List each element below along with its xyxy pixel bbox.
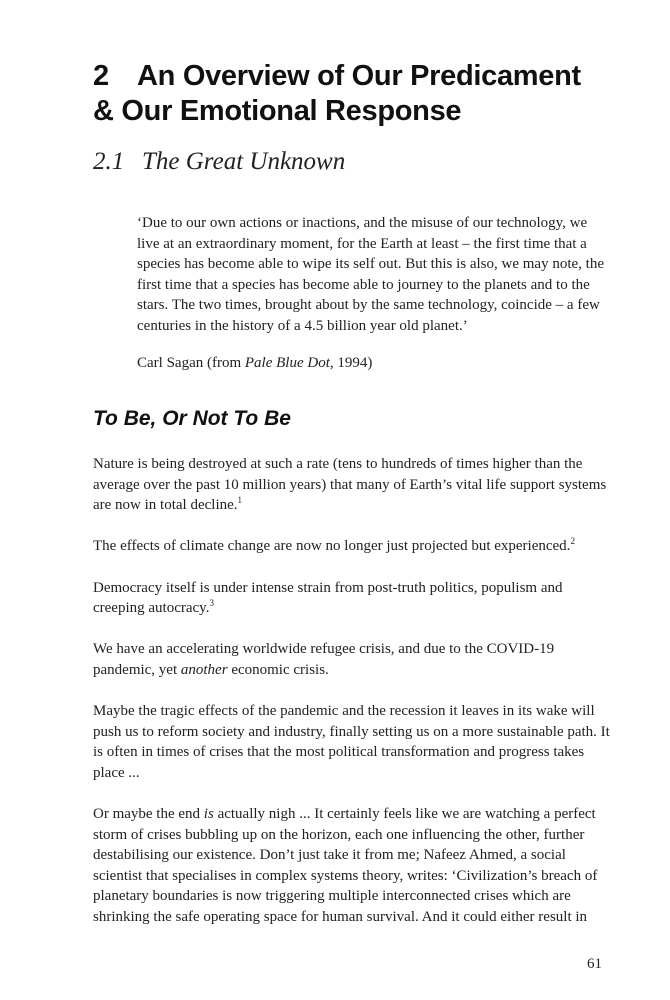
attribution-year: , 1994): [329, 355, 373, 371]
epigraph-attribution: [137, 353, 372, 373]
paragraph-5-text: Maybe the tragic effects of the pandemic and the recession it leaves in its wake will push us to reform society and industry, finally setting us on a more sustainable path. It is often in times of crises that the most political transformation and progress takes place ...: [93, 703, 610, 781]
paragraph-5: [93, 701, 613, 783]
paragraph-2-text: The effects of climate change are now no longer just projected but experienced.: [93, 538, 571, 555]
paragraph-3: [93, 578, 613, 619]
paragraph-4-after: economic crisis.: [227, 661, 329, 678]
section-number: 2.1: [93, 148, 125, 175]
chapter-title-line1: An Overview of Our Predicament: [137, 60, 581, 92]
footnote-marker-3: 3: [209, 598, 214, 609]
paragraph-1: [93, 454, 613, 516]
paragraph-6: [93, 804, 613, 928]
paragraph-3-text: Democracy itself is under intense strain from post-truth politics, populism and creeping autocracy.: [93, 579, 563, 617]
paragraph-1-text: Nature is being destroyed at such a rate (tens to hundreds of times higher than the average over the past 10 million years) that many of Earth’s vital life support systems are now in total decline.: [93, 456, 607, 514]
attribution-author: Carl Sagan (from: [137, 355, 245, 371]
section-title: [93, 147, 345, 177]
paragraph-6-after: actually nigh ... It certainly feels like we are watching a perfect storm of crises bubbling up on the horizon, each one influencing the other, further destabilising our existence. Don’t just take it from me; Nafeez Ahmed, a social scientist that specialises in complex systems theory, writes: ‘Civilization’s breach of planetary boundaries is now triggering multiple interconnected crises which are shrinking the safe operating space for human survival. And it could either result in: [93, 806, 598, 926]
subheading: To Be, Or Not To Be: [93, 407, 291, 430]
paragraph-4-emphasis: another: [180, 661, 228, 678]
section-title-text: The Great Unknown: [142, 148, 346, 175]
attribution-book-title: Pale Blue Dot: [244, 355, 330, 371]
epigraph-quote: [137, 213, 607, 337]
paragraph-2: [93, 536, 613, 557]
body-text: [93, 454, 613, 948]
footnote-marker-2: 2: [570, 536, 575, 547]
chapter-title: [93, 59, 633, 129]
paragraph-6-before: Or maybe the end: [93, 806, 204, 823]
paragraph-4-before: We have an accelerating worldwide refugee crisis, and due to the COVID-19 pandemic, yet: [93, 641, 555, 678]
footnote-marker-1: 1: [237, 495, 243, 506]
page-number: 61: [587, 956, 602, 972]
epigraph-text: ‘Due to our own actions or inactions, and the misuse of our technology, we live at an extraordinary moment, for the Earth at least – the first time that a species has become able to wipe its self out. But this is also, we may note, the first time that a species has become able to journey to the planets and to the stars. The two times, brought about by the same technology, coincide – a few centuries in the history of a 4.5 billion year old planet.’: [137, 215, 604, 334]
chapter-number: 2: [93, 60, 109, 92]
paragraph-6-emphasis: is: [203, 806, 214, 823]
chapter-title-line2: & Our Emotional Response: [93, 95, 462, 127]
paragraph-4: [93, 639, 613, 680]
